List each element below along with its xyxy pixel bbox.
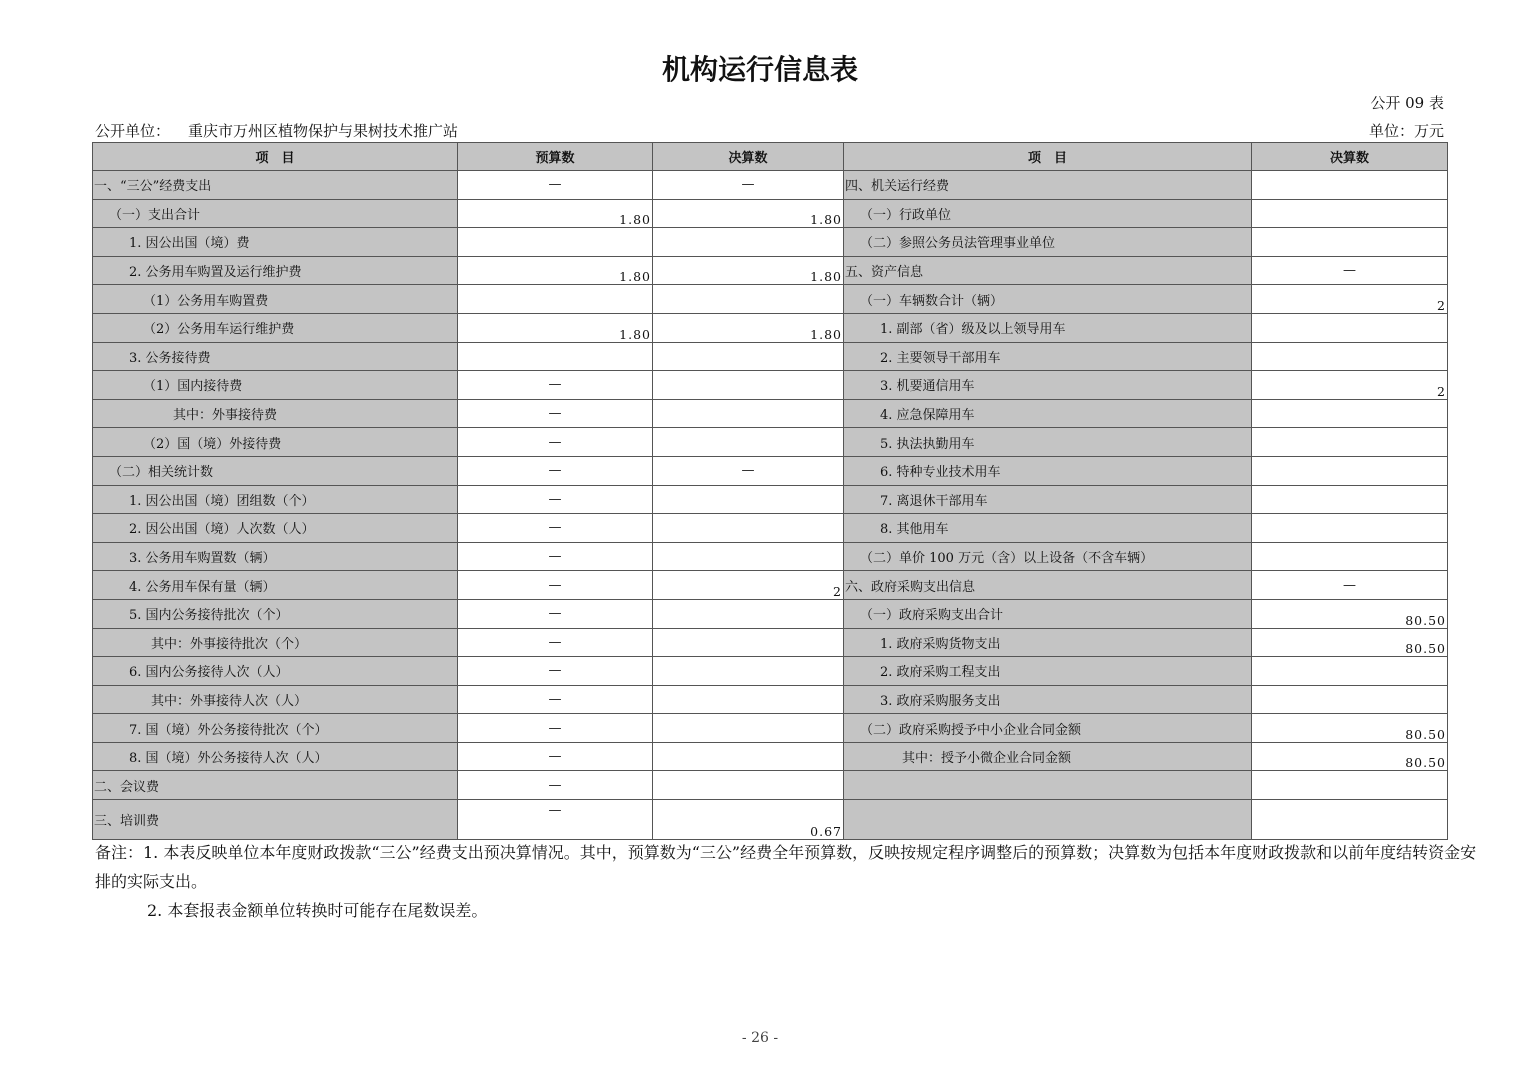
table-row (93, 542, 1448, 571)
row-final-left: 1.80 (653, 256, 844, 285)
row-item-right: 6. 特种专业技术用车 (844, 456, 1252, 485)
row-budget: — (458, 628, 653, 657)
row-final-left: 0.67 (653, 800, 844, 840)
row-final-left (653, 342, 844, 371)
row-item-left: 2. 公务用车购置及运行维护费 (93, 256, 458, 285)
row-final-left: 2 (653, 571, 844, 600)
row-final-right: — (1252, 256, 1448, 285)
row-budget: 1.80 (458, 256, 653, 285)
row-item-right: 四、机关运行经费 (844, 171, 1252, 200)
row-budget (458, 285, 653, 314)
row-final-left: 1.80 (653, 313, 844, 342)
row-item-left: 3. 公务接待费 (93, 342, 458, 371)
row-item-right: 2. 主要领导干部用车 (844, 342, 1252, 371)
row-budget: — (458, 800, 653, 840)
row-final-right: 80.50 (1252, 742, 1448, 771)
table-row (93, 742, 1448, 771)
row-item-left: 其中：外事接待人次（人） (93, 685, 458, 714)
table-row (93, 171, 1448, 200)
row-budget: — (458, 428, 653, 457)
row-final-right (1252, 399, 1448, 428)
row-budget: 1.80 (458, 199, 653, 228)
row-item-right: （一）行政单位 (844, 199, 1252, 228)
row-item-right: 1. 副部（省）级及以上领导用车 (844, 313, 1252, 342)
row-item-right: （二）参照公务员法管理事业单位 (844, 228, 1252, 257)
row-final-left (653, 599, 844, 628)
row-item-right (844, 800, 1252, 840)
row-final-left (653, 514, 844, 543)
table-row (93, 428, 1448, 457)
table-row (93, 714, 1448, 743)
footnote (95, 838, 1490, 925)
row-final-left (653, 285, 844, 314)
row-final-right (1252, 514, 1448, 543)
currency-unit: 单位：万元 (1368, 122, 1444, 140)
row-item-left: 6. 国内公务接待人次（人） (93, 657, 458, 686)
row-final-left: — (653, 171, 844, 200)
table-body (93, 171, 1448, 840)
row-final-right (1252, 771, 1448, 800)
row-budget: — (458, 571, 653, 600)
row-item-left: 其中：外事接待费 (93, 399, 458, 428)
row-final-left: — (653, 456, 844, 485)
table-row (93, 685, 1448, 714)
reporting-unit-label: 公开单位： (95, 122, 171, 140)
table-row (93, 571, 1448, 600)
row-final-right (1252, 171, 1448, 200)
row-final-left (653, 771, 844, 800)
row-item-right: 4. 应急保障用车 (844, 399, 1252, 428)
row-final-left (653, 428, 844, 457)
row-final-left: 1.80 (653, 199, 844, 228)
table-row (93, 657, 1448, 686)
row-final-left (653, 714, 844, 743)
row-budget: — (458, 714, 653, 743)
table-row (93, 285, 1448, 314)
row-item-left: 一、“三公”经费支出 (93, 171, 458, 200)
row-final-left (653, 742, 844, 771)
row-final-left (653, 371, 844, 400)
table-row (93, 456, 1448, 485)
table-row (93, 228, 1448, 257)
row-final-right (1252, 228, 1448, 257)
row-item-left: （二）相关统计数 (93, 456, 458, 485)
row-item-left: （1）国内接待费 (93, 371, 458, 400)
row-budget: — (458, 657, 653, 686)
row-item-right: 5. 执法执勤用车 (844, 428, 1252, 457)
row-final-left (653, 399, 844, 428)
row-final-right: — (1252, 571, 1448, 600)
row-item-left: （2）公务用车运行维护费 (93, 313, 458, 342)
row-item-right: 2. 政府采购工程支出 (844, 657, 1252, 686)
table-row (93, 371, 1448, 400)
table-row (93, 313, 1448, 342)
table-row (93, 256, 1448, 285)
row-budget: — (458, 542, 653, 571)
row-final-right: 2 (1252, 371, 1448, 400)
row-final-right (1252, 428, 1448, 457)
page-number: - 26 - (741, 1030, 779, 1046)
row-final-right (1252, 685, 1448, 714)
row-final-left (653, 542, 844, 571)
row-item-left: （一）支出合计 (93, 199, 458, 228)
row-item-left: 2. 因公出国（境）人次数（人） (93, 514, 458, 543)
row-final-right (1252, 342, 1448, 371)
row-item-right: 8. 其他用车 (844, 514, 1252, 543)
row-budget: — (458, 514, 653, 543)
row-item-right: （二）政府采购授予中小企业合同金额 (844, 714, 1252, 743)
row-budget: — (458, 599, 653, 628)
row-budget: — (458, 685, 653, 714)
row-budget: — (458, 399, 653, 428)
row-item-right: 3. 机要通信用车 (844, 371, 1252, 400)
row-budget (458, 342, 653, 371)
header-final-left: 决算数 (653, 143, 844, 171)
row-final-right (1252, 800, 1448, 840)
row-item-left: 1. 因公出国（境）团组数（个） (93, 485, 458, 514)
row-item-right: （一）政府采购支出合计 (844, 599, 1252, 628)
table-row (93, 485, 1448, 514)
table-header-row (93, 143, 1448, 171)
row-budget: — (458, 485, 653, 514)
row-item-left: （1）公务用车购置费 (93, 285, 458, 314)
row-item-left: 3. 公务用车购置数（辆） (93, 542, 458, 571)
footnote-line-2: 2. 本套报表金额单位转换时可能存在尾数误差。 (147, 901, 488, 920)
row-final-left (653, 628, 844, 657)
table-row (93, 342, 1448, 371)
row-final-right (1252, 199, 1448, 228)
row-final-left (653, 657, 844, 686)
table-row (93, 800, 1448, 840)
row-item-right: 3. 政府采购服务支出 (844, 685, 1252, 714)
table-row (93, 199, 1448, 228)
row-item-left: 5. 国内公务接待批次（个） (93, 599, 458, 628)
row-item-left: 三、培训费 (93, 800, 458, 840)
table-row (93, 514, 1448, 543)
row-item-left: 1. 因公出国（境）费 (93, 228, 458, 257)
row-budget: — (458, 456, 653, 485)
row-item-right: 7. 离退休干部用车 (844, 485, 1252, 514)
row-final-left (653, 685, 844, 714)
row-budget: — (458, 371, 653, 400)
row-budget (458, 228, 653, 257)
row-final-right: 80.50 (1252, 628, 1448, 657)
header-final-right: 决算数 (1252, 143, 1448, 171)
row-item-left: 其中：外事接待批次（个） (93, 628, 458, 657)
header-budget: 预算数 (458, 143, 653, 171)
row-final-right (1252, 657, 1448, 686)
row-final-left (653, 485, 844, 514)
row-item-right (844, 771, 1252, 800)
reporting-unit (95, 120, 458, 141)
row-item-right: 五、资产信息 (844, 256, 1252, 285)
table-row (93, 771, 1448, 800)
footnote-line-1: 备注：1. 本表反映单位本年度财政拨款“三公”经费支出预决算情况。其中，预算数为“三公”经费全年预算数，反映按规定程序调整后的预算数；决算数为包括本年度财政拨款和以前年度结转资金安排的实际支出。 (95, 843, 1477, 891)
row-final-right (1252, 456, 1448, 485)
reporting-unit-name: 重庆市万州区植物保护与果树技术推广站 (188, 122, 459, 140)
row-budget: — (458, 742, 653, 771)
row-item-left: 8. 国（境）外公务接待人次（人） (93, 742, 458, 771)
table-row (93, 628, 1448, 657)
form-number: 公开 09 表 (1370, 94, 1444, 112)
row-item-right: 1. 政府采购货物支出 (844, 628, 1252, 657)
row-budget: 1.80 (458, 313, 653, 342)
row-final-left (653, 228, 844, 257)
row-item-right: （一）车辆数合计（辆） (844, 285, 1252, 314)
row-item-right: 六、政府采购支出信息 (844, 571, 1252, 600)
row-item-right: 其中：授予小微企业合同金额 (844, 742, 1252, 771)
row-final-right (1252, 542, 1448, 571)
header-item-right: 项 目 (844, 143, 1252, 171)
row-final-right (1252, 485, 1448, 514)
table-row (93, 399, 1448, 428)
row-item-right: （二）单价 100 万元（含）以上设备（不含车辆） (844, 542, 1252, 571)
row-final-right: 80.50 (1252, 714, 1448, 743)
row-budget: — (458, 771, 653, 800)
row-final-right: 80.50 (1252, 599, 1448, 628)
row-final-right: 2 (1252, 285, 1448, 314)
row-item-left: （2）国（境）外接待费 (93, 428, 458, 457)
row-item-left: 二、会议费 (93, 771, 458, 800)
row-budget: — (458, 171, 653, 200)
info-table (92, 142, 1448, 840)
unit-line (95, 120, 1444, 142)
page-title: 机构运行信息表 (661, 53, 858, 86)
table-row (93, 599, 1448, 628)
row-final-right (1252, 313, 1448, 342)
row-item-left: 7. 国（境）外公务接待批次（个） (93, 714, 458, 743)
row-item-left: 4. 公务用车保有量（辆） (93, 571, 458, 600)
header-item-left: 项 目 (93, 143, 458, 171)
